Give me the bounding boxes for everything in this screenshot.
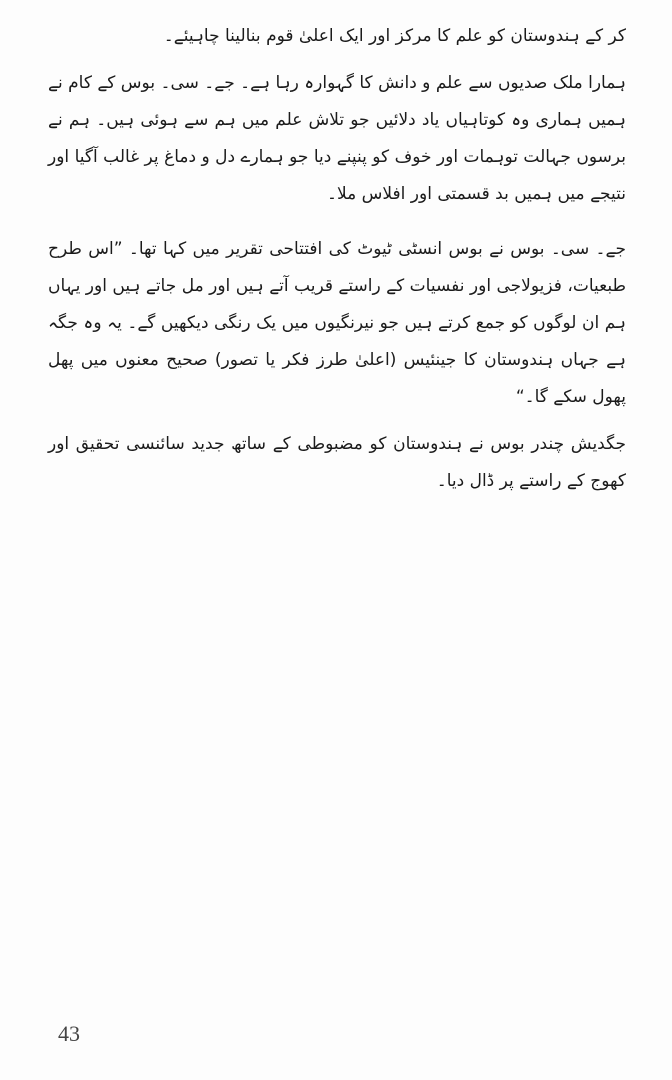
paragraph-4: جگدیش چندر بوس نے ہندوستان کو مضبوطی کے ساتھ جدید سائنسی تحقیق اور کھوج کے راستے پر ڈال دیا۔ (48, 434, 626, 491)
page-number: 43 (58, 1021, 80, 1046)
paragraph-1: کر کے ہندوستان کو علم کا مرکز اور ایک اعلیٰ قوم بنالینا چاہیئے۔ (163, 26, 626, 46)
text-body (48, 18, 626, 510)
paragraph-2: ہمارا ملک صدیوں سے علم و دانش کا گہوارہ رہا ہے۔ جے۔ سی۔ بوس کے کام نے ہمیں ہماری وہ کوتاہیاں یاد دلائیں جو تلاش علم میں ہم سے ہوئی ہیں۔ ہم نے برسوں جہالت توہمات اور خوف کو پنپنے دیا جو ہمارے دل و دماغ پر غالب آگیا اور نتیجے میں ہمیں بد قسمتی اور افلاس ملا۔ (48, 73, 626, 204)
paragraph-3: جے۔ سی۔ بوس نے بوس انسٹی ٹیوٹ کی افتتاحی تقریر میں کہا تھا۔ ”اس طرح طبعیات، فزیولاجی اور نفسیات کے راستے قریب آتے ہیں اور مل جاتے ہیں اور یہاں ہم ان لوگوں کو جمع کرتے ہیں جو نیرنگیوں میں یک رنگی دیکھیں گے۔ یہ وہ جگہ ہے جہاں ہندوستان کا جینئیس (اعلیٰ طرز فکر یا تصور) صحیح معنوں میں پھل پھول سکے گا۔“ (48, 239, 626, 407)
